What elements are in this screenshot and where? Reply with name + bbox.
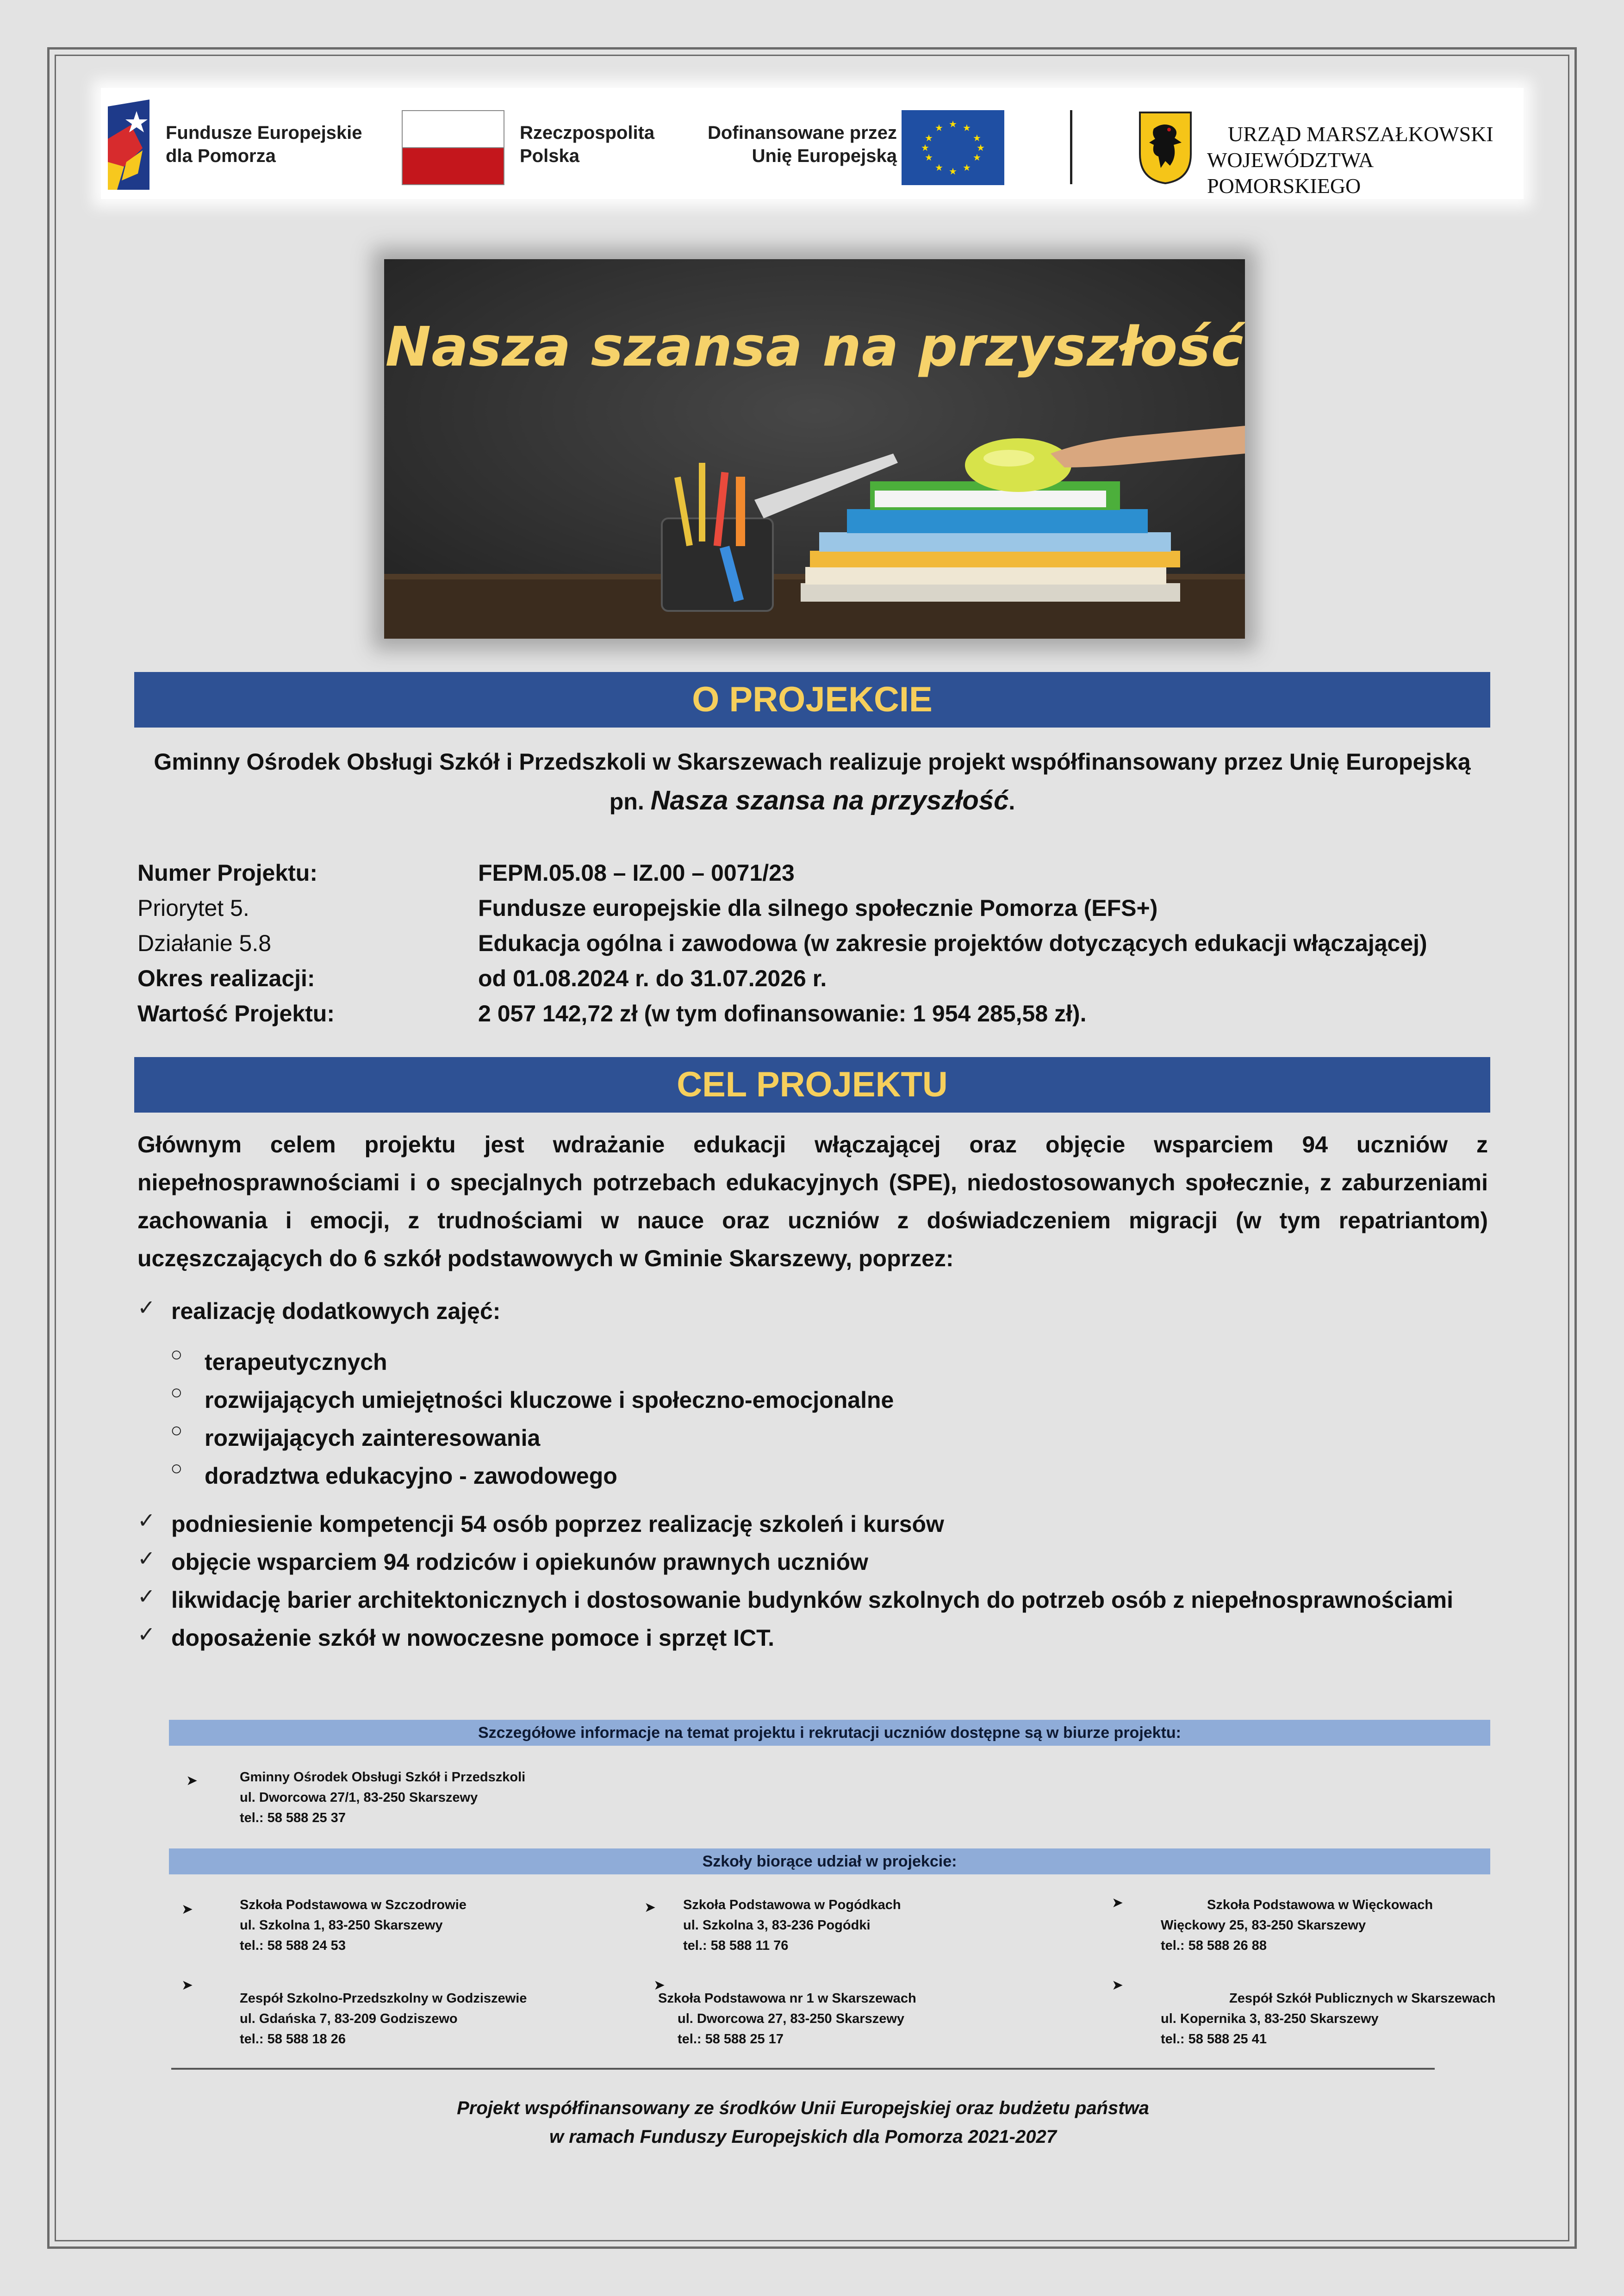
svg-text:★: ★ bbox=[949, 118, 957, 130]
svg-text:★: ★ bbox=[963, 162, 971, 173]
info-label: Działanie 5.8 bbox=[137, 930, 272, 956]
school-contact bbox=[240, 1988, 527, 2049]
info-value: Fundusze europejskie dla silnego społecznie Pomorza (EFS+) bbox=[478, 895, 1158, 921]
svg-text:★: ★ bbox=[935, 162, 943, 173]
info-label: Numer Projektu: bbox=[137, 860, 317, 886]
rp-text bbox=[520, 121, 654, 168]
fe-pomorza-logo bbox=[103, 97, 154, 190]
school-address: ul. Dworcowa 27, 83-250 Skarszewy bbox=[678, 2011, 905, 2026]
hero-image bbox=[384, 259, 1245, 639]
footer-divider bbox=[171, 2068, 1435, 2070]
goal-item: likwidację barier architektonicznych i dostosowanie budynków szkolnych do potrzeb osób z niepełnosprawnościami bbox=[171, 1587, 1454, 1613]
eu-flag-icon bbox=[902, 110, 1004, 185]
school-address: ul. Szkolna 3, 83-236 Pogódki bbox=[683, 1918, 871, 1933]
svg-text:★: ★ bbox=[935, 122, 943, 133]
goal-subitem: terapeutycznych bbox=[205, 1349, 387, 1375]
school-address: Więckowy 25, 83-250 Skarszewy bbox=[1161, 1918, 1366, 1933]
arrow-bullet-icon: ➤ bbox=[653, 1978, 666, 1993]
goal-paragraph: Głównym celem projektu jest wdrażanie edukacji włączającej oraz objęcie wsparciem 94 uczniów z niepełnosprawnościami i o specjalnych potrzebach edukacyjnych (SPE), niedostosowanych społecznie, z zaburzeniami zachowania i emocji, z trudnościami w nauce oraz uczniów z doświadczeniem migracji (w tym repatriantom) uczęszczających do 6 szkół podstawowych w Gminie Skarszewy, poprzez: bbox=[137, 1132, 1488, 1271]
school-contact bbox=[240, 1895, 467, 1956]
rp-line2: Polska bbox=[520, 146, 579, 166]
info-value: FEPM.05.08 – IZ.00 – 0071/23 bbox=[478, 860, 795, 886]
school-phone: tel.: 58 588 11 76 bbox=[683, 1938, 789, 1953]
arrow-bullet-icon: ➤ bbox=[1112, 1895, 1124, 1910]
office-phone: tel.: 58 588 25 37 bbox=[240, 1811, 346, 1825]
school-name: Szkoła Podstawowa w Więckowach bbox=[1207, 1898, 1433, 1912]
svg-text:★: ★ bbox=[963, 122, 971, 133]
circle-bullet-icon: ○ bbox=[170, 1457, 183, 1480]
logo-divider bbox=[1070, 110, 1072, 184]
svg-text:★: ★ bbox=[925, 152, 933, 163]
school-phone: tel.: 58 588 24 53 bbox=[240, 1938, 346, 1953]
umwp-text bbox=[1207, 121, 1524, 199]
goal-subitem: rozwijających umiejętności kluczowe i społeczno-emocjonalne bbox=[205, 1387, 894, 1413]
school-phone: tel.: 58 588 25 17 bbox=[678, 2032, 784, 2047]
section-header-about: O PROJEKCIE bbox=[134, 672, 1490, 728]
ue-line2: Unię Europejską bbox=[752, 146, 897, 166]
arrow-bullet-icon: ➤ bbox=[181, 1902, 193, 1917]
polish-flag-icon bbox=[402, 110, 504, 185]
school-contact bbox=[683, 1895, 901, 1956]
office-address: ul. Dworcowa 27/1, 83-250 Skarszewy bbox=[240, 1790, 478, 1805]
goal-item: objęcie wsparciem 94 rodziców i opiekunów prawnych uczniów bbox=[171, 1549, 868, 1575]
apple-icon bbox=[965, 438, 1071, 492]
checkmark-icon: ✓ bbox=[137, 1295, 156, 1319]
checkmark-icon: ✓ bbox=[137, 1508, 156, 1532]
school-phone: tel.: 58 588 25 41 bbox=[1161, 2032, 1267, 2047]
rp-line1: Rzeczpospolita bbox=[520, 123, 655, 143]
svg-text:★: ★ bbox=[921, 142, 929, 153]
fe-pomorza-line1: Fundusze Europejskie bbox=[166, 123, 362, 143]
intro-project-name: Nasza szansa na przyszłość bbox=[650, 785, 1009, 815]
circle-bullet-icon: ○ bbox=[170, 1419, 183, 1442]
goal-item: doposażenie szkół w nowoczesne pomoce i sprzęt ICT. bbox=[171, 1625, 775, 1651]
umwp-line2: WOJEWÓDZTWA POMORSKIEGO bbox=[1207, 148, 1373, 198]
intro-prefix: pn. bbox=[609, 789, 651, 815]
checkmark-icon: ✓ bbox=[137, 1622, 156, 1646]
info-value: 2 057 142,72 zł (w tym dofinansowanie: 1 954 285,58 zł). bbox=[478, 1001, 1087, 1027]
schools-header: Szkoły biorące udział w projekcie: bbox=[169, 1848, 1490, 1874]
school-name: Szkoła Podstawowa nr 1 w Skarszewach bbox=[658, 1991, 916, 2006]
checkmark-icon: ✓ bbox=[137, 1584, 156, 1608]
intro-line2 bbox=[134, 781, 1490, 821]
arrow-bullet-icon: ➤ bbox=[1112, 1978, 1124, 1993]
fe-pomorza-line2: dla Pomorza bbox=[166, 146, 276, 166]
school-contact bbox=[1161, 1895, 1485, 1956]
school-name: Szkoła Podstawowa w Pogódkach bbox=[683, 1898, 901, 1912]
school-contact bbox=[1161, 1988, 1496, 2049]
checkmark-icon: ✓ bbox=[137, 1546, 156, 1570]
goal-item: realizację dodatkowych zajęć: bbox=[171, 1298, 501, 1324]
school-contact bbox=[658, 1988, 916, 2049]
school-name: Szkoła Podstawowa w Szczodrowie bbox=[240, 1898, 467, 1912]
fe-pomorza-text bbox=[166, 121, 362, 168]
footer-line1: Projekt współfinansowany ze środków Unii Europejskiej oraz budżetu państwa bbox=[457, 2098, 1149, 2118]
goal-subitem: rozwijających zainteresowania bbox=[205, 1425, 541, 1451]
circle-bullet-icon: ○ bbox=[170, 1381, 183, 1404]
svg-text:★: ★ bbox=[973, 132, 981, 143]
footer-line2: w ramach Funduszy Europejskich dla Pomorza 2021-2027 bbox=[549, 2127, 1057, 2147]
circle-bullet-icon: ○ bbox=[170, 1343, 183, 1366]
info-label: Priorytet 5. bbox=[137, 895, 249, 921]
school-address: ul. Szkolna 1, 83-250 Skarszewy bbox=[240, 1918, 443, 1933]
goal-subitem: doradztwa edukacyjno - zawodowego bbox=[205, 1463, 617, 1489]
office-info-header: Szczegółowe informacje na temat projektu i rekrutacji uczniów dostępne są w biurze projektu: bbox=[169, 1720, 1490, 1746]
svg-text:★: ★ bbox=[977, 142, 985, 153]
pomorskie-coat-of-arms-icon bbox=[1138, 110, 1193, 184]
arrow-bullet-icon: ➤ bbox=[181, 1978, 193, 1993]
school-name: Zespół Szkolno-Przedszkolny w Godziszewie bbox=[240, 1991, 527, 2006]
info-value: od 01.08.2024 r. do 31.07.2026 r. bbox=[478, 965, 827, 991]
hero-title: Nasza szansa na przyszłość bbox=[385, 315, 1244, 379]
project-intro bbox=[134, 742, 1490, 821]
svg-text:★: ★ bbox=[973, 152, 981, 163]
info-label: Wartość Projektu: bbox=[137, 1001, 335, 1027]
footer-note bbox=[171, 2094, 1435, 2151]
school-name: Zespół Szkół Publicznych w Skarszewach bbox=[1229, 1991, 1496, 2006]
goal-item: podniesienie kompetencji 54 osób poprzez realizację szkoleń i kursów bbox=[171, 1511, 944, 1537]
arrow-bullet-icon: ➤ bbox=[186, 1773, 198, 1788]
intro-suffix: . bbox=[1008, 789, 1015, 815]
section-header-goal: CEL PROJEKTU bbox=[134, 1057, 1490, 1113]
info-label: Okres realizacji: bbox=[137, 965, 315, 991]
arrow-bullet-icon: ➤ bbox=[644, 1900, 656, 1915]
svg-text:★: ★ bbox=[949, 166, 957, 177]
info-value: Edukacja ogólna i zawodowa (w zakresie projektów dotyczących edukacji włączającej) bbox=[478, 930, 1427, 956]
school-phone: tel.: 58 588 26 88 bbox=[1161, 1938, 1267, 1953]
svg-text:★: ★ bbox=[925, 132, 933, 143]
ue-line1: Dofinansowane przez bbox=[708, 123, 897, 143]
office-name: Gminny Ośrodek Obsługi Szkół i Przedszkoli bbox=[240, 1770, 526, 1785]
ue-text bbox=[693, 121, 897, 168]
umwp-line1: URZĄD MARSZAŁKOWSKI bbox=[1228, 122, 1493, 146]
school-address: ul. Kopernika 3, 83-250 Skarszewy bbox=[1161, 2011, 1379, 2026]
office-contact bbox=[240, 1767, 525, 1828]
logo-bar bbox=[101, 88, 1524, 199]
school-address: ul. Gdańska 7, 83-209 Godziszewo bbox=[240, 2011, 458, 2026]
school-phone: tel.: 58 588 18 26 bbox=[240, 2032, 346, 2047]
intro-line1: Gminny Ośrodek Obsługi Szkół i Przedszkoli w Skarszewach realizuje projekt współfinansowany przez Unię Europejską bbox=[154, 749, 1471, 775]
